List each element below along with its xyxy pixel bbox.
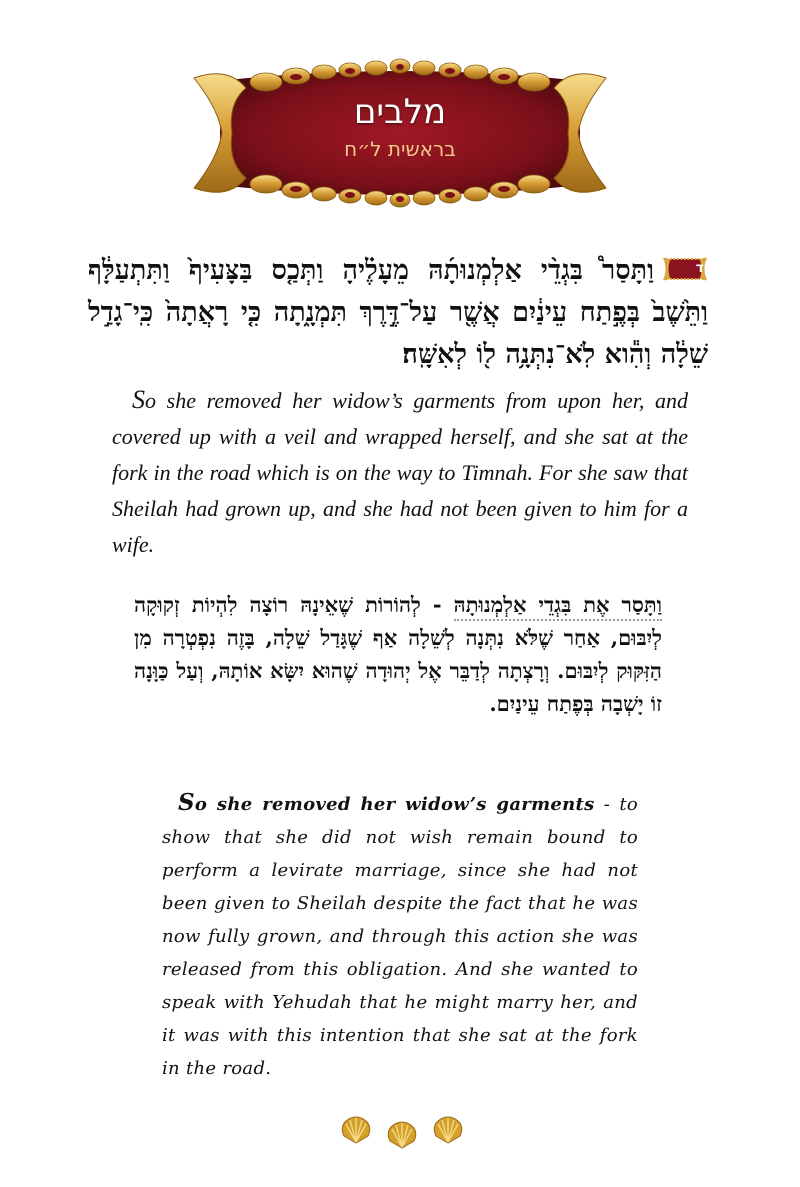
- chapter-reference: בראשית ל״ח: [344, 137, 456, 161]
- book-title: מלבים: [353, 92, 447, 132]
- commentary-english: [162, 786, 638, 1085]
- commentary-lemma-hebrew[interactable]: וַתָּסַר אֶת בִּגְדֵי אַלְמְנוּתָהּ: [454, 592, 662, 621]
- commentary-hebrew: [134, 588, 662, 720]
- dropcap: S: [178, 789, 195, 816]
- commentary-text-hebrew: - לְהוֹרוֹת שֶׁאֵינָהּ רוֹצָה לִהְיוֹת זְקוּקָה לְיִבּוּם, אַחַר שֶׁלֹּא נִתְּנָה לְשֵׁלָה אַף שֶׁגָּדַל שֵׁלָה, בָּזֶה נִפְטְרָה מִן הַזִּקּוּק לְיִבּוּם. וְרָצְתָה לְדַבֵּר אֶל יְהוּדָה שֶׁהוּא יִשָּׂא אוֹתָהּ, וְעַל כַּוָּנָה זוֹ יָשְׁבָה בְּפֶתַח עֵינַיִם.: [134, 592, 662, 716]
- verse-number-badge: יד: [662, 256, 708, 282]
- shell-icon: [340, 1116, 372, 1144]
- commentary-lemma-english: So she removed her widow’s garments: [178, 789, 595, 816]
- scroll-banner-icon: [188, 58, 612, 208]
- verse-hebrew: [88, 250, 708, 376]
- shell-icon: [386, 1121, 418, 1149]
- header-banner: [188, 58, 612, 208]
- commentary-text-english: - to show that she did not wish remain bound to perform a levirate marriage, since she had not been given to Sheilah despite the fact that he was now fully grown, and through this action she was released from this obligation. And she wanted to speak with Yehudah that he might marry her, and it was with this intention that she sat at the fork in the road.: [162, 794, 638, 1079]
- translation-text: o she removed her widow’s garments from upon her, and covered up with a veil and wrapped herself, and she sat at the fork in the road which is on the way to Timnah. For she saw that Sheilah had grown up, and she had not been given to him for a wife.: [112, 388, 688, 557]
- dropcap: S: [132, 385, 145, 414]
- shell-icon: [432, 1116, 464, 1144]
- verse-translation: [112, 382, 688, 563]
- footer-ornaments: [340, 1116, 464, 1150]
- verse-text: וַתָּסַר֩ בִּגְדֵ֨י אַלְמְנוּתָ֜הּ מֵעָלֶ֗יהָ וַתְּכַ֤ס בַּצָּעִיף֙ וַתִּתְעַלָּ֔ף וַתֵּ֙שֶׁב֙ בְּפֶ֣תַח עֵינַ֔יִם אֲשֶׁ֖ר עַל־דֶּ֣רֶךְ תִּמְנָ֑תָה כִּ֤י רָאֲתָה֙ כִּֽי־גָדַ֣ל שֵׁלָ֔ה וְהִ֕וא לֹֽא־נִתְּנָ֥ה ל֖וֹ לְאִשָּֽׁה׃: [88, 255, 708, 370]
